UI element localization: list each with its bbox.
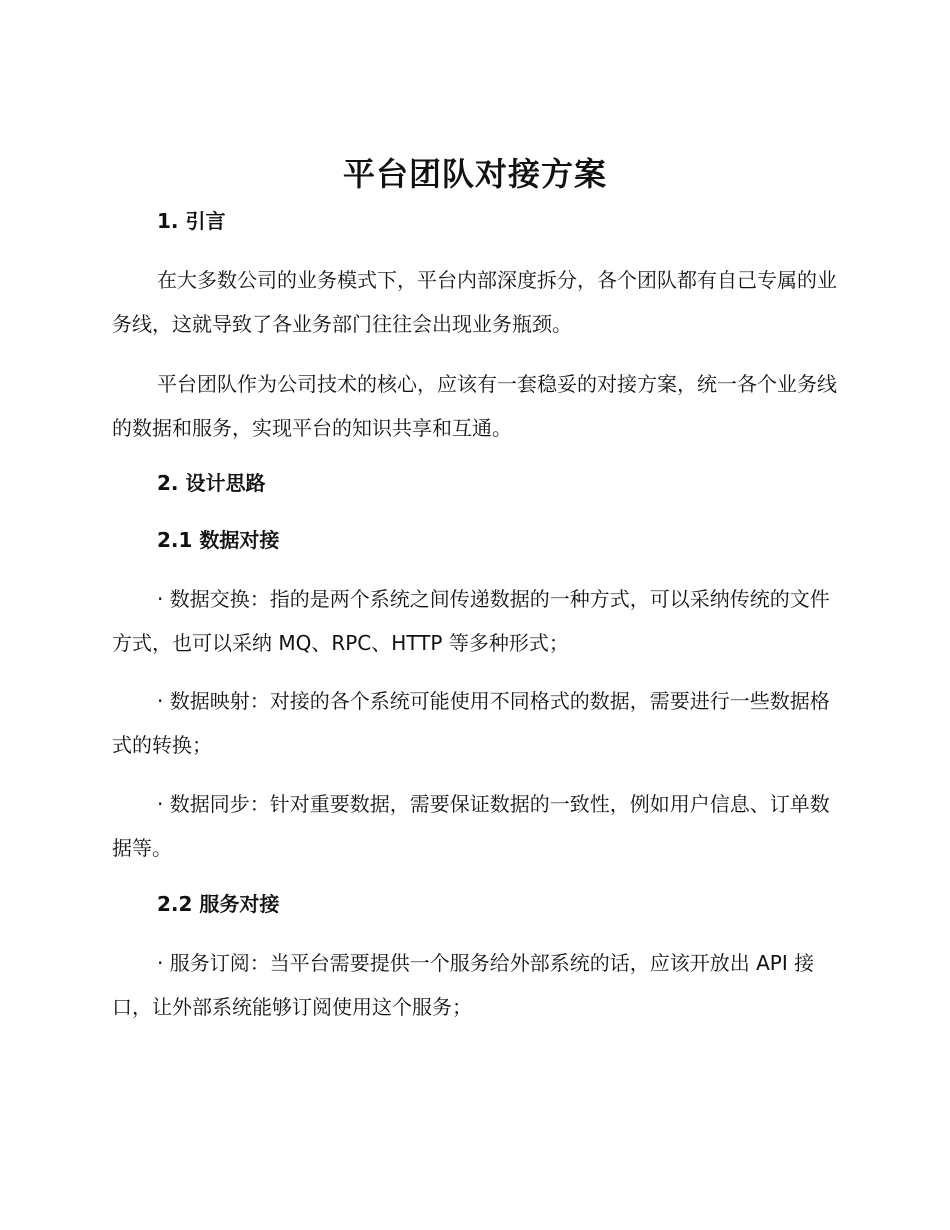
- paragraph-intro-2: 平台团队作为公司技术的核心，应该有一套稳妥的对接方案，统一各个业务线的数据和服务，实现平台的知识共享和互通。: [112, 372, 837, 440]
- document-title: 平台团队对接方案: [342, 155, 607, 193]
- list-item-data-exchange: · 数据交换：指的是两个系统之间传递数据的一种方式，可以采纳传统的文件方式，也可以采纳 MQ、RPC、HTTP 等多种形式；: [112, 587, 830, 655]
- subsection-heading-data: 2.1 数据对接: [157, 528, 280, 552]
- section-heading-intro: 1. 引言: [157, 209, 226, 233]
- section-heading-design: 2. 设计思路: [157, 471, 266, 495]
- list-item-data-mapping: · 数据映射：对接的各个系统可能使用不同格式的数据，需要进行一些数据格式的转换；: [112, 689, 830, 757]
- subsection-heading-service: 2.2 服务对接: [157, 892, 280, 916]
- paragraph-intro-1: 在大多数公司的业务模式下，平台内部深度拆分，各个团队都有自己专属的业务线，这就导致了各业务部门往往会出现业务瓶颈。: [112, 268, 837, 336]
- list-item-service-subscribe: · 服务订阅：当平台需要提供一个服务给外部系统的话，应该开放出 API 接口，让外部系统能够订阅使用这个服务；: [112, 951, 815, 1019]
- list-item-data-sync: · 数据同步：针对重要数据，需要保证数据的一致性，例如用户信息、订单数据等。: [112, 792, 830, 860]
